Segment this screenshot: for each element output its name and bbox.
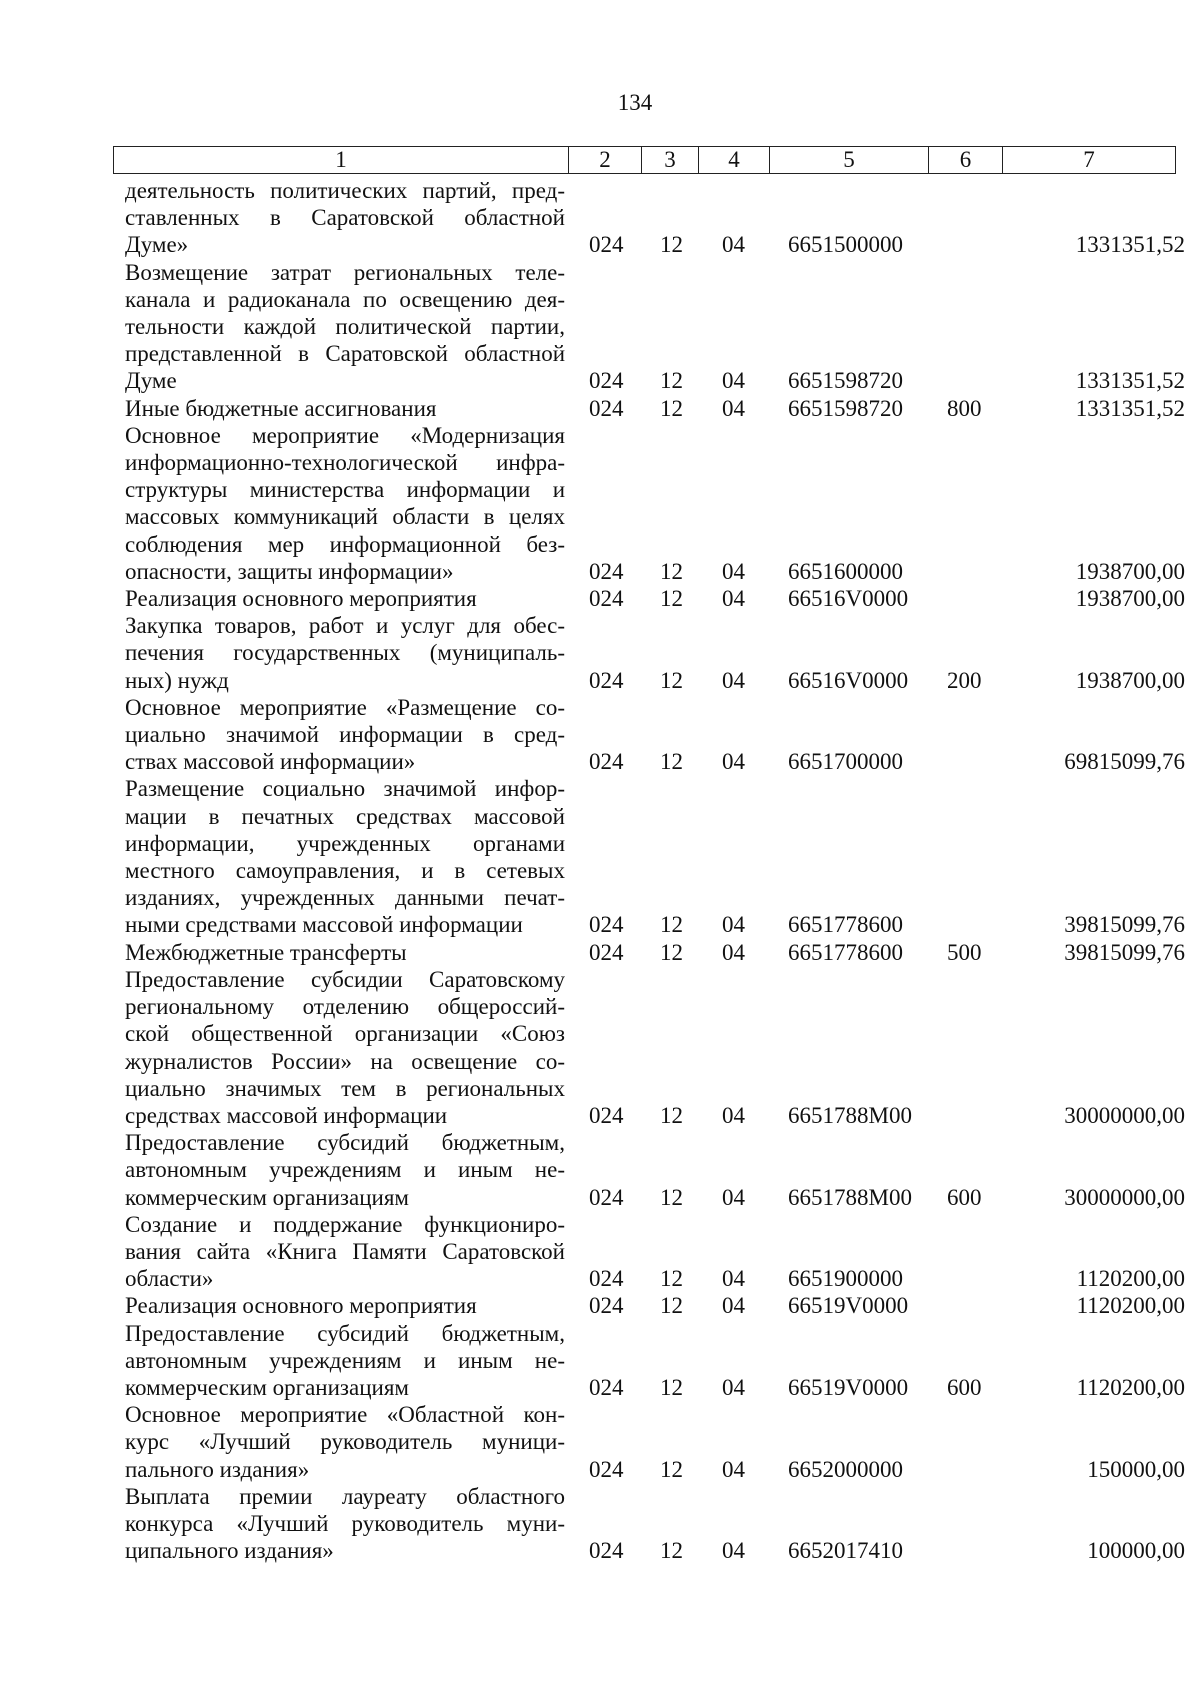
table-row [125,1483,1185,1565]
cell-c3: 12 [660,1293,683,1319]
cell-c4: 04 [722,1266,745,1292]
cell-c2: 024 [589,586,624,612]
cell-c2: 024 [589,1102,624,1128]
cell-c2: 024 [589,749,624,775]
cell-c5: 6651900000 [788,1266,903,1292]
cell-c7: 39815099,76 [1064,939,1185,965]
description-line: автономным учреждениям и иным не- [125,1347,565,1373]
description-line: коммерческим организациям [125,1184,409,1210]
description-line: Основное мероприятие «Модернизация [125,422,565,448]
column-header-table [113,146,1176,174]
description-line: ными средствами массовой информации [125,912,523,938]
description-line: массовых коммуникаций области в целях [125,504,565,530]
table-row [125,775,1185,938]
description-line: ской общественной организации «Союз [125,1021,565,1047]
cell-c5: 6652017410 [788,1538,903,1564]
cell-c2: 024 [589,558,624,584]
description-line: изданиях, учрежденных данными печат- [125,885,565,911]
description-line: Закупка товаров, работ и услуг для обес- [125,613,565,639]
cell-c2: 024 [589,232,624,258]
description-line: конкурса «Лучший руководитель муни- [125,1510,565,1536]
cell-c7: 1938700,00 [1075,667,1185,693]
cell-c3: 12 [660,586,683,612]
cell-c7: 1120200,00 [1076,1293,1185,1319]
cell-c5: 6651700000 [788,749,903,775]
description-line: Межбюджетные трансферты [125,939,407,965]
description-line: тельности каждой политической партии, [125,314,565,340]
table-row [125,585,1185,612]
cell-c3: 12 [660,1266,683,1292]
description-line: пального издания» [125,1456,310,1482]
cell-c4: 04 [722,939,745,965]
description-line: Предоставление субсидий бюджетным, [125,1130,565,1156]
description-line: канала и радиоканала по освещению дея- [125,286,565,312]
table-row [125,177,1185,259]
cell-c5: 6651500000 [788,232,903,258]
row-description [125,939,565,966]
cell-c7: 30000000,00 [1064,1184,1185,1210]
cell-c2: 024 [589,395,624,421]
cell-c4: 04 [722,1374,745,1400]
cell-c6: 600 [947,1184,982,1210]
cell-c5: 66519V0000 [788,1293,909,1319]
description-line: ставленных в Саратовской областной [125,205,565,231]
cell-c5: 6651788М00 [788,1102,912,1128]
description-line: местного самоуправления, и в сетевых [125,858,565,884]
description-line: вания сайта «Книга Памяти Саратовской [125,1238,565,1264]
table-row [125,1320,1185,1402]
cell-c6: 500 [947,939,982,965]
description-line: Предоставление субсидии Саратовскому [125,966,565,992]
row-description [125,1483,565,1565]
cell-c2: 024 [589,1538,624,1564]
cell-c3: 12 [660,1538,683,1564]
row-description [125,1320,565,1402]
table-row [125,1292,1185,1319]
cell-c7: 69815099,76 [1064,749,1185,775]
row-description [125,177,565,259]
row-description [125,1292,565,1319]
cell-c3: 12 [660,558,683,584]
cell-c4: 04 [722,368,745,394]
cell-c5: 66519V0000 [788,1374,909,1400]
cell-c3: 12 [660,749,683,775]
description-line: ствах массовой информации» [125,749,416,775]
cell-c5: 6651788М00 [788,1184,912,1210]
table-row [125,1211,1185,1293]
row-description [125,1129,565,1211]
cell-c4: 04 [722,667,745,693]
table-row [125,1401,1185,1483]
cell-c4: 04 [722,1102,745,1128]
cell-c7: 1331351,52 [1075,368,1185,394]
cell-c4: 04 [722,1456,745,1482]
cell-c7: 1120200,00 [1076,1266,1185,1292]
description-line: коммерческим организациям [125,1374,409,1400]
cell-c2: 024 [589,1184,624,1210]
header-col-1: 1 [114,147,569,174]
table-row [125,694,1185,776]
row-description [125,694,565,776]
row-description [125,395,565,422]
description-line: информации, учрежденных органами [125,830,565,856]
cell-c4: 04 [722,1184,745,1210]
description-line: Размещение социально значимой инфор- [125,776,565,802]
cell-c2: 024 [589,667,624,693]
cell-c2: 024 [589,1374,624,1400]
cell-c5: 6651598720 [788,368,903,394]
row-description [125,585,565,612]
cell-c4: 04 [722,912,745,938]
table-row [125,395,1185,422]
cell-c7: 30000000,00 [1064,1102,1185,1128]
cell-c4: 04 [722,395,745,421]
row-description [125,422,565,585]
cell-c7: 1331351,52 [1075,232,1185,258]
cell-c4: 04 [722,1293,745,1319]
description-line: Возмещение затрат региональных теле- [125,259,565,285]
cell-c6: 200 [947,667,982,693]
cell-c6: 800 [947,395,982,421]
cell-c5: 66516V0000 [788,667,909,693]
cell-c3: 12 [660,912,683,938]
description-line: циально значимой информации в сред- [125,722,565,748]
table-row [125,612,1185,694]
cell-c2: 024 [589,368,624,394]
row-description [125,612,565,694]
cell-c7: 39815099,76 [1064,912,1185,938]
cell-c5: 6651778600 [788,912,903,938]
table-row [125,422,1185,585]
cell-c2: 024 [589,1266,624,1292]
description-line: структуры министерства информации и [125,477,565,503]
description-line: Предоставление субсидий бюджетным, [125,1320,565,1346]
description-line: средствах массовой информации [125,1102,448,1128]
cell-c7: 1938700,00 [1075,558,1185,584]
header-col-5: 5 [770,147,929,174]
cell-c5: 6652000000 [788,1456,903,1482]
description-line: информационно-технологической инфра- [125,450,565,476]
table-row [125,259,1185,395]
cell-c3: 12 [660,939,683,965]
cell-c7: 1120200,00 [1076,1374,1185,1400]
row-description [125,1401,565,1483]
description-line: автономным учреждениям и иным не- [125,1157,565,1183]
row-description [125,775,565,938]
cell-c4: 04 [722,558,745,584]
header-col-2: 2 [569,147,642,174]
cell-c3: 12 [660,1102,683,1128]
cell-c7: 1331351,52 [1075,395,1185,421]
description-line: Думе [125,368,177,394]
cell-c2: 024 [589,1456,624,1482]
description-line: опасности, защиты информации» [125,558,454,584]
description-line: Основное мероприятие «Размещение со- [125,694,565,720]
cell-c3: 12 [660,1374,683,1400]
cell-c4: 04 [722,232,745,258]
description-line: Иные бюджетные ассигнования [125,395,437,421]
table-row [125,939,1185,966]
cell-c2: 024 [589,912,624,938]
cell-c4: 04 [722,1538,745,1564]
row-description [125,259,565,395]
header-col-3: 3 [642,147,699,174]
header-col-7: 7 [1003,147,1176,174]
page-number: 134 [617,90,653,115]
description-line: региональному отделению общероссий- [125,994,565,1020]
cell-c3: 12 [660,1184,683,1210]
description-line: соблюдения мер информационной без- [125,531,565,557]
description-line: мации в печатных средствах массовой [125,803,565,829]
table-row [125,1129,1185,1211]
header-col-6: 6 [929,147,1003,174]
description-line: курс «Лучший руководитель муници- [125,1429,565,1455]
cell-c4: 04 [722,749,745,775]
description-line: Реализация основного мероприятия [125,1293,477,1319]
header-col-4: 4 [699,147,770,174]
cell-c3: 12 [660,667,683,693]
cell-c3: 12 [660,232,683,258]
row-description [125,966,565,1129]
cell-c2: 024 [589,1293,624,1319]
budget-table-body [125,177,1185,1564]
cell-c3: 12 [660,1456,683,1482]
cell-c7: 150000,00 [1087,1456,1185,1482]
cell-c6: 600 [947,1374,982,1400]
description-line: циально значимых тем в региональных [125,1075,565,1101]
description-line: области» [125,1266,214,1292]
cell-c5: 6651778600 [788,939,903,965]
description-line: Выплата премии лауреату областного [125,1483,565,1509]
table-row [125,966,1185,1129]
description-line: печения государственных (муниципаль- [125,640,565,666]
description-line: ципального издания» [125,1538,334,1564]
cell-c5: 6651598720 [788,395,903,421]
cell-c7: 1938700,00 [1075,586,1185,612]
cell-c3: 12 [660,368,683,394]
cell-c2: 024 [589,939,624,965]
row-description [125,1211,565,1293]
description-line: ных) нужд [125,667,229,693]
description-line: деятельность политических партий, пред- [125,178,565,203]
cell-c3: 12 [660,395,683,421]
description-line: Реализация основного мероприятия [125,586,477,612]
description-line: Основное мероприятие «Областной кон- [125,1402,565,1428]
description-line: представленной в Саратовской областной [125,341,565,367]
cell-c7: 100000,00 [1087,1538,1185,1564]
cell-c4: 04 [722,586,745,612]
description-line: Создание и поддержание функциониро- [125,1211,565,1237]
cell-c5: 66516V0000 [788,586,909,612]
cell-c5: 6651600000 [788,558,903,584]
description-line: журналистов России» на освещение со- [125,1048,565,1074]
description-line: Думе» [125,232,189,258]
